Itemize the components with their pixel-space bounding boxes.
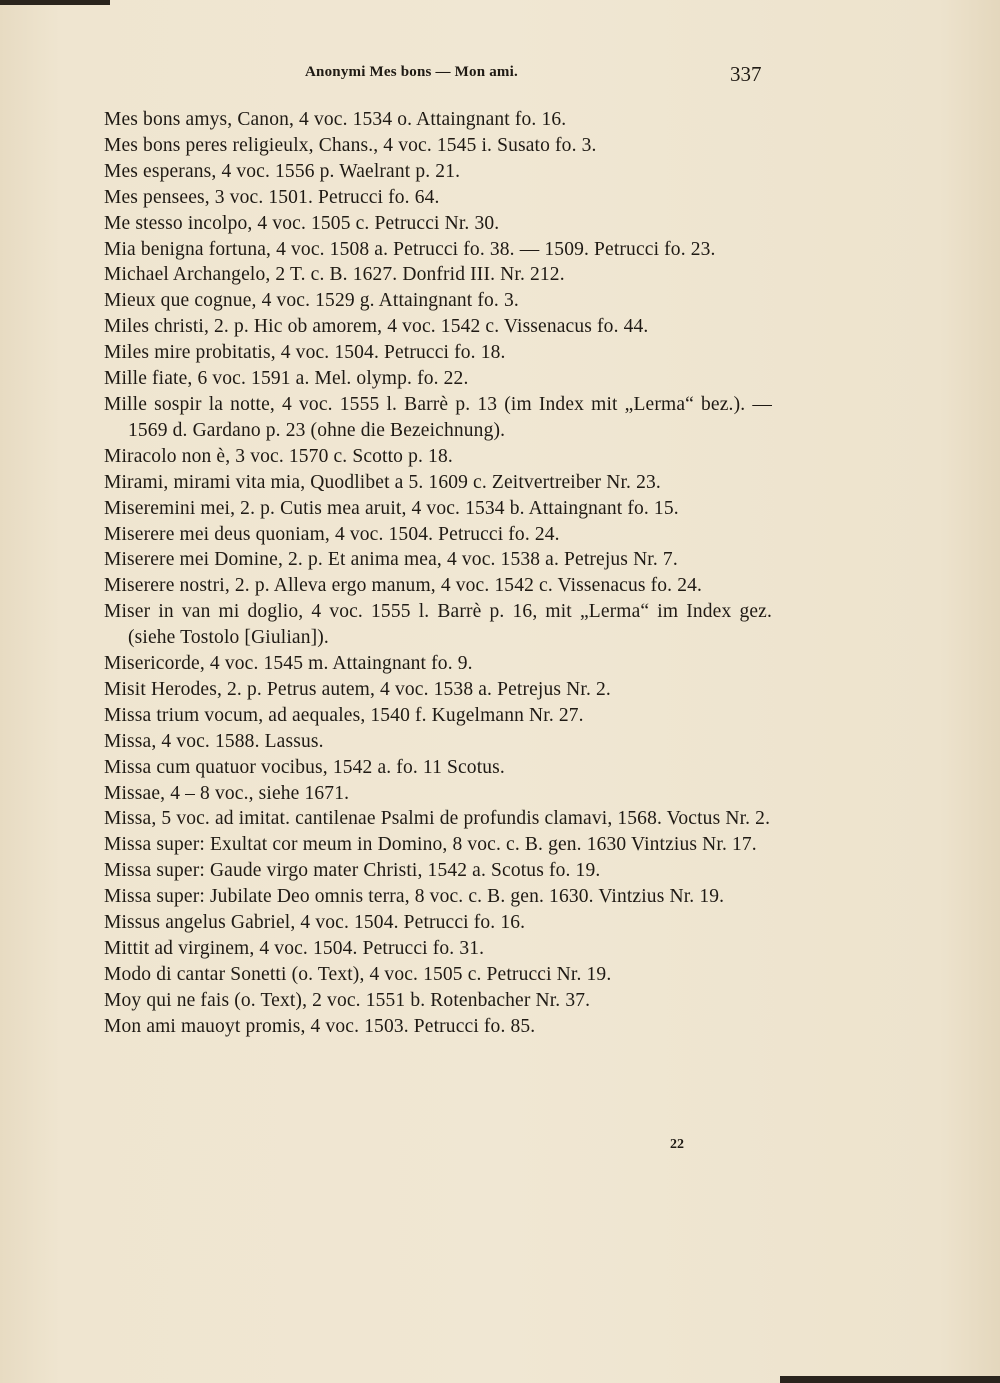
list-item: Missa trium vocum, ad aequales, 1540 f. Kugelmann Nr. 27.: [104, 704, 584, 726]
list-item: Missa super: Exultat cor meum in Domino, 8 voc. c. B. gen. 1630 Vintzius Nr. 17.: [104, 834, 757, 856]
list-item: Missa, 5 voc. ad imitat. cantilenae Psalmi de profundis clamavi, 1568. Voctus Nr. 2.: [104, 808, 771, 830]
list-item: Miserere mei deus quoniam, 4 voc. 1504. Petrucci fo. 24.: [104, 523, 560, 545]
list-item: Miserere nostri, 2. p. Alleva ergo manum, 4 voc. 1542 c. Vissenacus fo. 24.: [104, 575, 703, 597]
page-number: 337: [730, 62, 762, 86]
list-item: Mes bons peres religieulx, Chans., 4 voc. 1545 i. Susato fo. 3.: [104, 134, 597, 156]
list-item: Mes bons amys, Canon, 4 voc. 1534 o. Attaingnant fo. 16.: [104, 109, 567, 130]
list-item: Missa, 4 voc. 1588. Lassus.: [104, 730, 324, 752]
list-item: Michael Archangelo, 2 T. c. B. 1627. Donfrid III. Nr. 212.: [104, 264, 565, 286]
list-item: Missa cum quatuor vocibus, 1542 a. fo. 11 Scotus.: [104, 756, 505, 778]
list-item: Mia benigna fortuna, 4 voc. 1508 a. Petrucci fo. 38. — 1509. Petrucci fo. 23.: [104, 238, 716, 260]
list-item: Mieux que cognue, 4 voc. 1529 g. Attaingnant fo. 3.: [104, 290, 519, 312]
list-item: Mirami, mirami vita mia, Quodlibet a 5. 1609 c. Zeitvertreiber Nr. 23.: [104, 471, 661, 493]
list-item: Mes esperans, 4 voc. 1556 p. Waelrant p. 21.: [104, 160, 461, 182]
list-item: Missa super: Gaude virgo mater Christi, 1542 a. Scotus fo. 19.: [104, 860, 601, 882]
list-item: Mille fiate, 6 voc. 1591 a. Mel. olymp. fo. 22.: [104, 368, 469, 390]
list-item: Modo di cantar Sonetti (o. Text), 4 voc. 1505 c. Petrucci Nr. 19.: [104, 963, 612, 985]
list-item: Miseremini mei, 2. p. Cutis mea aruit, 4 voc. 1534 b. Attaingnant fo. 15.: [104, 497, 679, 519]
list-item: Misit Herodes, 2. p. Petrus autem, 4 voc. 1538 a. Petrejus Nr. 2.: [104, 678, 611, 700]
list-item: Miracolo non è, 3 voc. 1570 c. Scotto p. 18.: [104, 445, 453, 467]
list-item: Miserere mei Domine, 2. p. Et anima mea, 4 voc. 1538 a. Petrejus Nr. 7.: [104, 549, 678, 571]
list-item: Missus angelus Gabriel, 4 voc. 1504. Petrucci fo. 16.: [104, 912, 526, 934]
list-item: Mon ami mauoyt promis, 4 voc. 1503. Petrucci fo. 85.: [104, 1015, 536, 1037]
list-item: Misericorde, 4 voc. 1545 m. Attaingnant fo. 9.: [104, 653, 473, 675]
list-item: Mille sospir la notte, 4 voc. 1555 l. Barrè p. 13 (im Index mit „Lerma“ bez.). — 1569 d. Gardano p. 23 (ohne die Bezeichnung).: [104, 393, 772, 441]
running-head: Anonymi Mes bons — Mon ami.: [305, 64, 518, 80]
list-item: Miles mire probitatis, 4 voc. 1504. Petrucci fo. 18.: [104, 342, 506, 364]
entry-list: [104, 107, 772, 1040]
list-item: Miser in van mi doglio, 4 voc. 1555 l. Barrè p. 16, mit „Lerma“ im Index gez. (siehe Tostolo [Giulian]).: [104, 601, 772, 649]
list-item: Missae, 4 – 8 voc., siehe 1671.: [104, 782, 350, 804]
list-item: Mes pensees, 3 voc. 1501. Petrucci fo. 64.: [104, 186, 440, 208]
list-item: Moy qui ne fais (o. Text), 2 voc. 1551 b. Rotenbacher Nr. 37.: [104, 989, 591, 1011]
list-item: Mittit ad virginem, 4 voc. 1504. Petrucci fo. 31.: [104, 938, 485, 959]
list-item: Me stesso incolpo, 4 voc. 1505 c. Petrucci Nr. 30.: [104, 212, 500, 234]
scan-edge-top: [0, 0, 110, 5]
list-item: Missa super: Jubilate Deo omnis terra, 8 voc. c. B. gen. 1630. Vintzius Nr. 19.: [104, 886, 725, 908]
list-item: Miles christi, 2. p. Hic ob amorem, 4 voc. 1542 c. Vissenacus fo. 44.: [104, 316, 649, 338]
scan-edge-bottom: [780, 1376, 1000, 1383]
signature-mark: 22: [670, 1137, 684, 1152]
